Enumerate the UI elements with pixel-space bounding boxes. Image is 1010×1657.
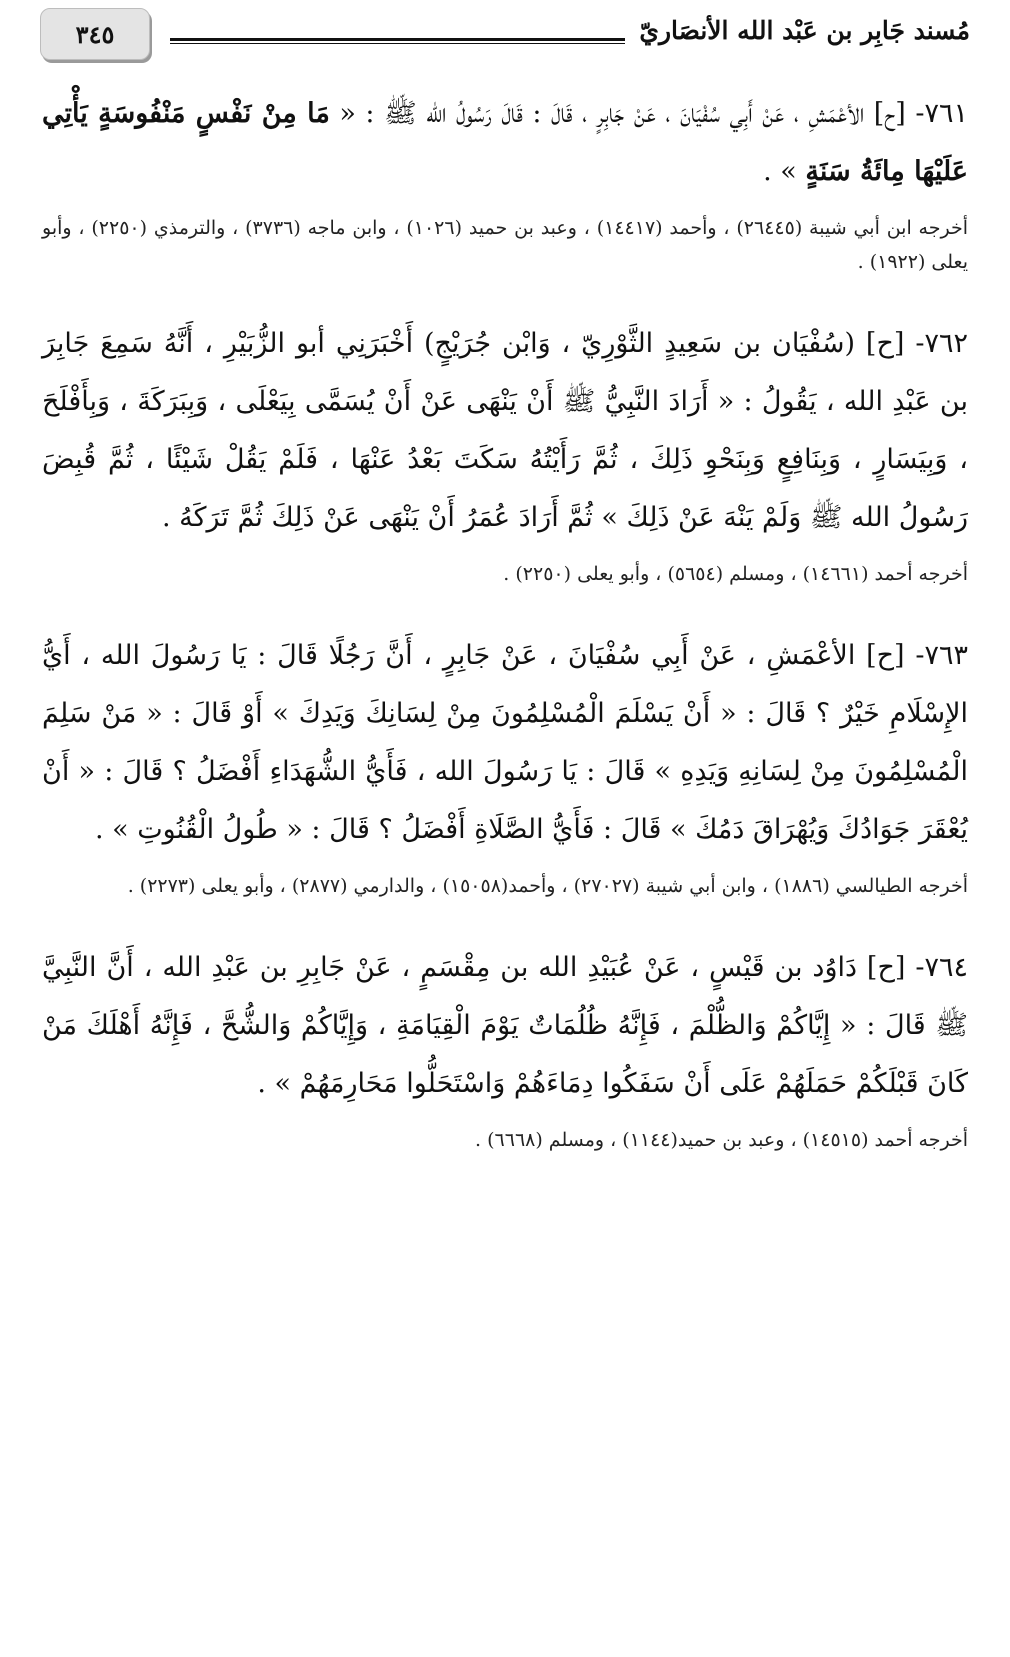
hadith-text xyxy=(42,315,968,547)
hadith-isnad: [ح] الأعْمَشِ ، عَنْ أَبِي سُفْيَانَ ، عَنْ جَابِرٍ ، قَالَ : قَالَ رَسُولُ الله ﷺ : « xyxy=(329,98,916,129)
hadith-text xyxy=(42,939,968,1113)
hadith-body: [ح] دَاوُد بن قَيْسٍ ، عَنْ عُبَيْدِ الله بن مِقْسَمٍ ، عَنْ جَابِرِ بن عَبْدِ الله ، أَنَّ النَّبِيَّ ﷺ قَالَ : « إِيَّاكُمْ وَالظُّلْمَ ، فَإِنَّهُ ظُلُمَاتٌ يَوْمَ الْقِيَامَةِ ، وَإِيَّاكُمْ وَالشُّحَّ ، فَإِنَّهُ أَهْلَكَ مَنْ كَانَ قَبْلَكُمْ حَمَلَهُمْ عَلَى أَنْ سَفَكُوا دِمَاءَهُمْ وَاسْتَحَلُّوا مَحَارِمَهُمْ » . xyxy=(42,952,968,1099)
page-number: ٣٤٥ xyxy=(75,19,115,49)
hadith-entry-763 xyxy=(42,627,968,903)
hadith-entry-761 xyxy=(42,85,968,279)
hadith-number: ٧٦٢- xyxy=(915,328,968,359)
header-rule xyxy=(170,38,625,44)
hadith-number: ٧٦١- xyxy=(915,98,968,129)
page-content xyxy=(42,85,968,1193)
hadith-text xyxy=(42,627,968,859)
takhrij-note: أخرجه ابن أبي شيبة (٢٦٤٤٥) ، وأحمد (١٤٤١٧) ، وعبد بن حميد (١٠٢٦) ، وابن ماجه (٣٧٣٦) ، والترمذي (٢٢٥٠) ، وأبو يعلى (١٩٢٢) . xyxy=(42,217,968,273)
hadith-body: [ح] (سُفْيَان بن سَعِيدٍ الثَّوْرِيّ ، وَابْن جُرَيْجٍ) أَخْبَرَنِي أبو الزُّبَيْرِ ، أَنَّهُ سَمِعَ جَابِرَ بن عَبْدِ الله ، يَقُولُ : « أَرَادَ النَّبِيُّ ﷺ أَنْ يَنْهَى عَنْ أَنْ يُسَمَّى بِيَعْلَى ، وَبِبَرَكَةَ ، وَبِأَفْلَحَ ، وَبِيَسَارٍ ، وَبِنَافِعٍ وَبِنَحْوِ ذَلِكَ ، ثُمَّ رَأَيْتُهُ سَكَتَ بَعْدُ عَنْهَا ، فَلَمْ يَقُلْ شَيْئًا ، ثُمَّ قُبِضَ رَسُولُ الله ﷺ وَلَمْ يَنْهَ عَنْ ذَلِكَ » ثُمَّ أَرَادَ عُمَرُ أَنْ يَنْهَى عَنْ ذَلِكَ ثُمَّ تَرَكَهُ . xyxy=(42,328,968,533)
hadith-number: ٧٦٣- xyxy=(915,640,968,671)
hadith-body: [ح] الأعْمَشِ ، عَنْ أَبِي سُفْيَانَ ، عَنْ جَابِرٍ ، أَنَّ رَجُلًا قَالَ : يَا رَسُولَ الله ، أَيُّ الإِسْلَامِ خَيْرٌ ؟ قَالَ : « أَنْ يَسْلَمَ الْمُسْلِمُونَ مِنْ لِسَانِكَ وَيَدِكَ » أَوْ قَالَ : « مَنْ سَلِمَ الْمُسْلِمُونَ مِنْ لِسَانِهِ وَيَدِهِ » قَالَ : يَا رَسُولَ الله ، فَأَيُّ الشُّهَدَاءِ أَفْضَلُ ؟ قَالَ : « أَنْ يُعْقَرَ جَوَادُكَ وَيُهْرَاقَ دَمُكَ » قَالَ : فَأَيُّ الصَّلَاةِ أَفْضَلُ ؟ قَالَ : « طُولُ الْقُنُوتِ » . xyxy=(42,640,968,845)
hadith-entry-764 xyxy=(42,939,968,1157)
page-number-badge xyxy=(40,8,150,60)
hadith-number: ٧٦٤- xyxy=(915,952,968,983)
takhrij-note: أخرجه أحمد (١٤٥١٥) ، وعبد بن حميد(١١٤٤) ، ومسلم (٦٦٦٨) . xyxy=(475,1129,968,1151)
hadith-text xyxy=(42,85,968,201)
takhrij-note: أخرجه الطيالسي (١٨٨٦) ، وابن أبي شيبة (٢٧٠٢٧) ، وأحمد(١٥٠٥٨) ، والدارمي (٢٨٧٧) ، وأبو يعلى (٢٢٧٣) . xyxy=(127,875,968,897)
page-header xyxy=(40,8,970,60)
hadith-entry-762 xyxy=(42,315,968,591)
hadith-matn: مَا مِنْ نَفْسٍ مَنْفُوسَةٍ يَأْتِي عَلَيْهَا مِائَةُ سَنَةٍ xyxy=(42,98,968,187)
running-title: مُسند جَابِر بن عَبْد الله الأنصَاريّ xyxy=(639,16,970,45)
takhrij-note: أخرجه أحمد (١٤٦٦١) ، ومسلم (٥٦٥٤) ، وأبو يعلى (٢٢٥٠) . xyxy=(503,563,968,585)
hadith-tail: » . xyxy=(763,156,806,187)
